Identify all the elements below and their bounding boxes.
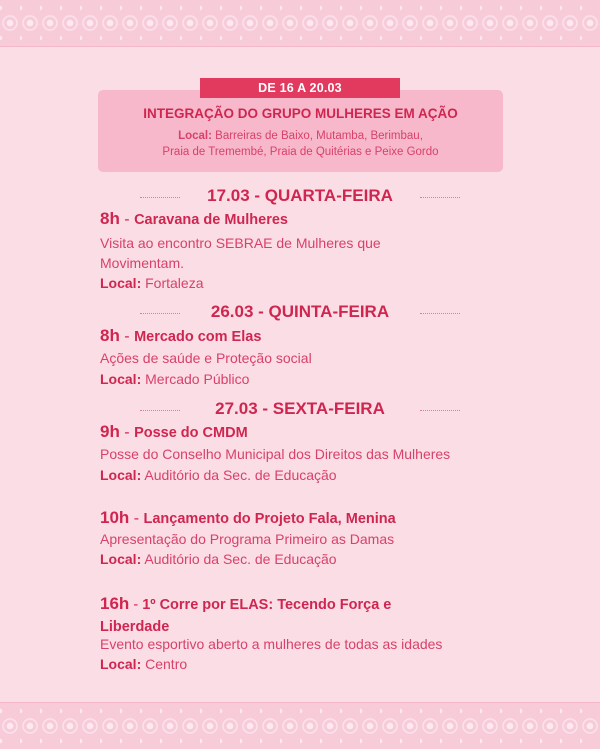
event-sep: -	[129, 597, 143, 613]
event-sep: -	[119, 328, 135, 345]
event-name: Posse do CMDM	[134, 425, 248, 441]
event-local-label: Local:	[100, 551, 142, 567]
event-sep: -	[119, 424, 135, 441]
intro-local-label: Local:	[178, 130, 212, 142]
event-location	[100, 275, 203, 291]
event-name: 1º Corre por ELAS: Tecendo Força e Liberdade	[100, 597, 392, 635]
event-description	[100, 233, 381, 273]
event-local-label: Local:	[100, 467, 142, 483]
event-name: Caravana de Mulheres	[134, 212, 288, 228]
day-heading: 17.03 - QUARTA-FEIRA	[207, 186, 393, 205]
event-local-value: Centro	[141, 656, 188, 672]
date-range-banner: DE 16 A 20.03	[200, 78, 400, 98]
event-title	[100, 209, 288, 229]
event-title	[100, 593, 430, 638]
intro-local-line2: Praia de Tremembé, Praia de Quitérias e Peixe Gordo	[162, 146, 439, 158]
day-heading: 27.03 - SEXTA-FEIRA	[215, 399, 385, 418]
top-border-line	[0, 46, 600, 47]
divider-dots	[420, 313, 460, 314]
intro-title: INTEGRAÇÃO DO GRUPO MULHERES EM AÇÃO	[143, 106, 458, 121]
event-name: Lançamento do Projeto Fala, Menina	[143, 511, 396, 527]
top-lace-border	[0, 0, 600, 46]
event-location	[100, 467, 337, 483]
event-name: Mercado com Elas	[134, 329, 262, 345]
event-local-value: Fortaleza	[141, 275, 204, 291]
event-title	[100, 326, 261, 346]
event-description: Evento esportivo aberto a mulheres de todas as idades	[100, 636, 443, 652]
event-local-value: Auditório da Sec. de Educação	[141, 467, 337, 483]
divider-dots	[420, 197, 460, 198]
event-local-value: Mercado Público	[141, 371, 250, 387]
event-description: Posse do Conselho Municipal dos Direitos das Mulheres	[100, 446, 451, 462]
intro-local-line1: Barreiras de Baixo, Mutamba, Berimbau,	[211, 130, 423, 142]
event-sep: -	[119, 211, 135, 228]
day-heading: 26.03 - QUINTA-FEIRA	[210, 302, 390, 321]
event-location	[100, 656, 187, 672]
event-description: Apresentação do Programa Primeiro as Damas	[100, 531, 395, 547]
event-sep: -	[129, 510, 144, 527]
divider-dots	[420, 410, 460, 411]
event-location	[100, 371, 249, 387]
event-description: Ações de saúde e Proteção social	[100, 350, 312, 366]
event-desc-line2: Movimentam.	[100, 255, 185, 271]
event-time: 16h	[100, 594, 130, 613]
event-desc-line1: Visita ao encontro SEBRAE de Mulheres que	[100, 235, 381, 251]
intro-location	[98, 128, 503, 160]
event-time: 10h	[100, 508, 130, 527]
event-location	[100, 551, 337, 567]
event-title	[100, 508, 396, 528]
event-time: 8h	[100, 326, 120, 345]
event-local-value: Auditório da Sec. de Educação	[141, 551, 337, 567]
event-local-label: Local:	[100, 275, 142, 291]
bottom-lace-border	[0, 703, 600, 749]
event-title	[100, 422, 248, 442]
event-time: 8h	[100, 209, 120, 228]
event-time: 9h	[100, 422, 120, 441]
event-local-label: Local:	[100, 371, 142, 387]
event-local-label: Local:	[100, 656, 142, 672]
